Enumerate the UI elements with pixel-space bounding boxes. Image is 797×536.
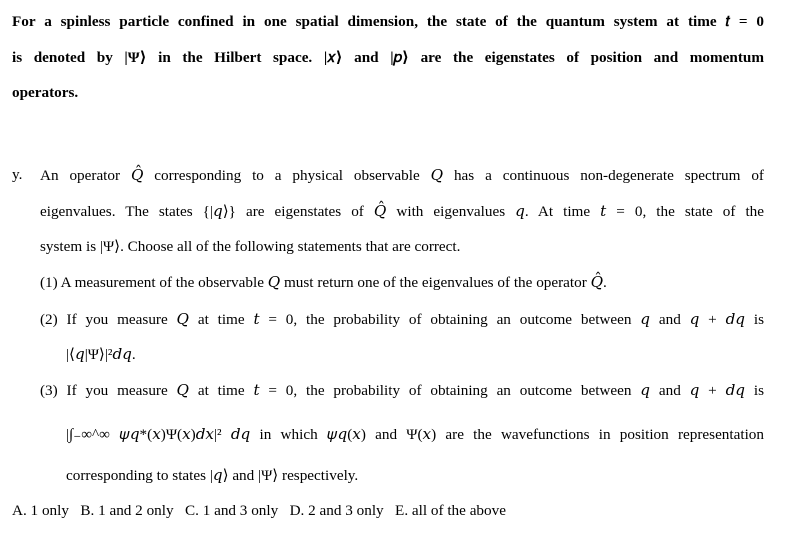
intro-line-2: is denoted by |Ψ⟩ in the Hilbert space. |𝑥⟩ and |𝑝⟩ are the eigenstates of position and momentum xyxy=(12,49,764,66)
question-number: y. xyxy=(12,166,23,183)
intro-line-3: operators. xyxy=(12,84,79,101)
question-line-3: system is |Ψ⟩. Choose all of the following statements that are correct. xyxy=(40,238,461,255)
statement-3-line-1: (3) If you measure 𝑄 at time 𝑡 = 0, the probability of obtaining an outcome between 𝑞 and 𝑞 + 𝑑𝑞 is xyxy=(40,382,764,399)
question-line-1: An operator 𝑄̂ corresponding to a physical observable 𝑄 has a continuous non-degenerate spectrum of xyxy=(40,167,764,184)
statement-2-line-1: (2) If you measure 𝑄 at time 𝑡 = 0, the probability of obtaining an outcome between 𝑞 and 𝑞 + 𝑑𝑞 is xyxy=(40,311,764,328)
answer-choices: A. 1 only B. 1 and 2 only C. 1 and 3 only D. 2 and 3 only E. all of the above xyxy=(12,502,506,519)
question-line-2: eigenvalues. The states {|𝑞⟩} are eigenstates of 𝑄̂ with eigenvalues 𝑞. At time 𝑡 = 0, the state of the xyxy=(40,203,764,220)
statement-3-line-3: corresponding to states |𝑞⟩ and |Ψ⟩ respectively. xyxy=(66,467,359,484)
intro-line-1: For a spinless particle confined in one spatial dimension, the state of the quantum system at time 𝑡 = 0 xyxy=(12,13,764,30)
statement-3-line-2: |∫₋∞^∞ 𝜓𝑞*(𝑥)Ψ(𝑥)𝑑𝑥|² 𝑑𝑞 in which 𝜓𝑞(𝑥) and Ψ(𝑥) are the wavefunctions in position representation xyxy=(66,426,764,443)
statement-1: (1) A measurement of the observable 𝑄 must return one of the eigenvalues of the operator 𝑄̂. xyxy=(40,274,607,291)
statement-2-line-2: |⟨𝑞|Ψ⟩|²𝑑𝑞. xyxy=(66,346,136,363)
